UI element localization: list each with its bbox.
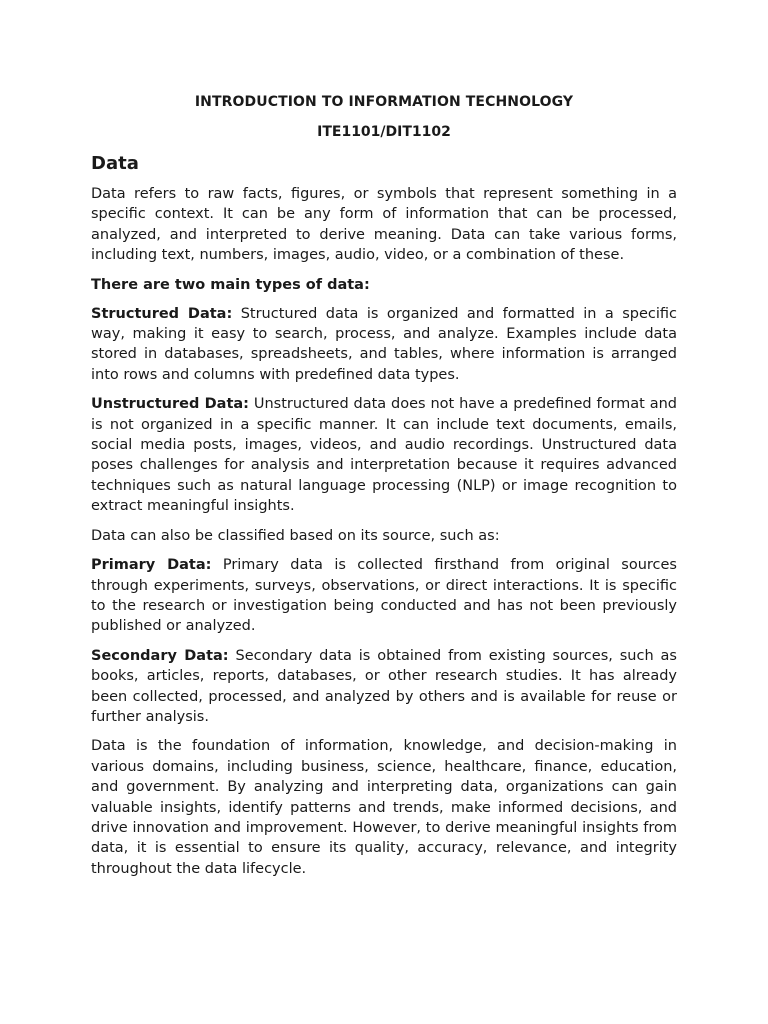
primary-data-paragraph <box>91 555 677 637</box>
section-heading: Data <box>91 153 139 174</box>
source-intro-paragraph: Data can also be classified based on its source, such as: <box>91 527 500 544</box>
secondary-data-term: Secondary Data: <box>91 647 229 664</box>
structured-data-text: Structured data is organized and formatted in a specific way, making it easy to search, process, and analyze. Examples include data stored in databases, spreadsheets, and tables, where information is arranged into rows and columns with predefined data types. <box>91 305 677 383</box>
intro-paragraph: Data refers to raw facts, figures, or symbols that represent something in a specific context. It can be any form of information that can be processed, analyzed, and interpreted to derive meaning. Data can take various forms, including text, numbers, images, audio, video, or a combination of these. <box>91 186 677 264</box>
primary-data-text: Primary data is collected firsthand from original sources through experiments, surveys, observations, or direct interactions. It is specific to the research or investigation being conducted and has not been previously published or analyzed. <box>91 557 677 635</box>
unstructured-data-paragraph <box>91 394 677 516</box>
primary-data-term: Primary Data: <box>91 557 212 574</box>
document-page <box>91 93 677 879</box>
structured-data-paragraph <box>91 304 677 386</box>
closing-paragraph: Data is the foundation of information, knowledge, and decision-making in various domains, including business, science, healthcare, finance, education, and government. By analyzing and interpreting data, organizations can gain valuable insights, identify patterns and trends, make informed decisions, and drive innovation and improvement. However, to derive meaningful insights from data, it is essential to ensure its quality, accuracy, relevance, and integrity throughout the data lifecycle. <box>91 738 677 877</box>
unstructured-data-text: Unstructured data does not have a predefined format and is not organized in a specific manner. It can include text documents, emails, social media posts, images, videos, and audio recordings. Unstructured data poses challenges for analysis and interpretation because it requires advanced techniques such as natural language processing (NLP) or image recognition to extract meaningful insights. <box>91 396 678 515</box>
secondary-data-paragraph <box>91 646 677 728</box>
types-heading: There are two main types of data: <box>91 276 370 293</box>
structured-data-term: Structured Data: <box>91 305 233 322</box>
unstructured-data-term: Unstructured Data: <box>91 396 249 413</box>
course-code: ITE1101/DIT1102 <box>317 124 451 140</box>
course-title: INTRODUCTION TO INFORMATION TECHNOLOGY <box>194 94 574 110</box>
secondary-data-text: Secondary data is obtained from existing sources, such as books, articles, reports, databases, or other research studies. It has already been collected, processed, and analyzed by others and is available for reuse or further analysis. <box>91 647 677 725</box>
